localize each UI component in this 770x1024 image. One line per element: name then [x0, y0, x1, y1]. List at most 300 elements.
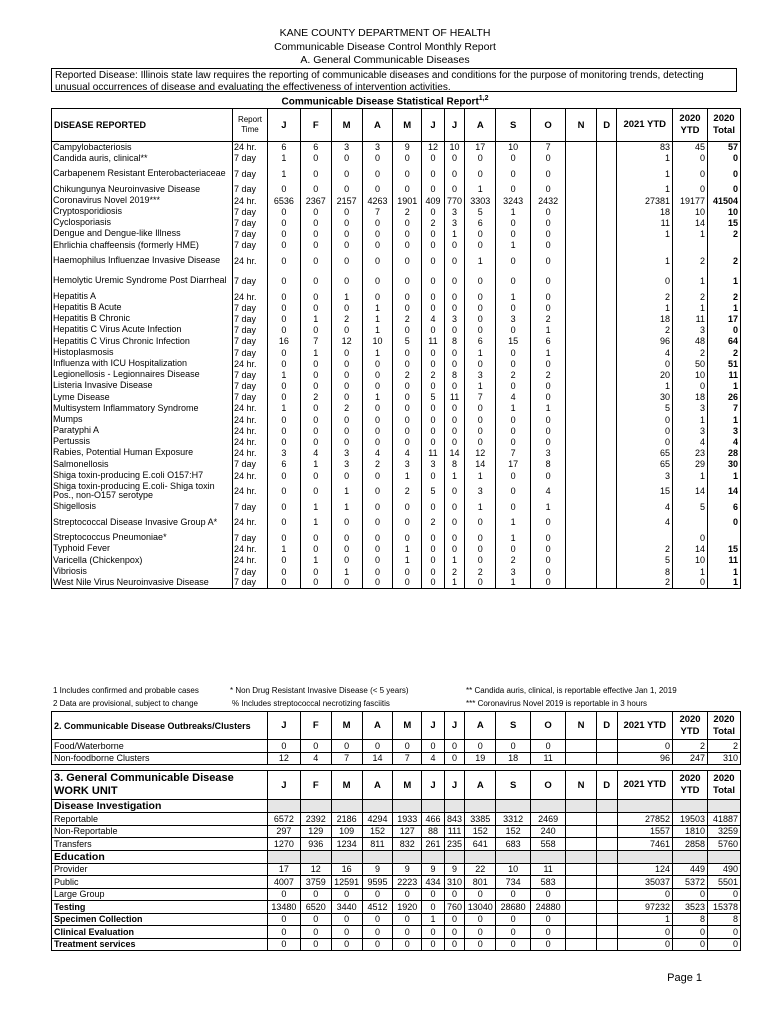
table-header-row [52, 712, 741, 740]
report-name: Communicable Disease Control Monthly Report [274, 40, 496, 53]
disease-name: West Nile Virus Neuroinvasive Disease [52, 577, 233, 588]
disease-row [52, 142, 741, 153]
month-value: 0 [422, 206, 445, 217]
month-value: 0 [267, 532, 300, 543]
month-value: 1 [531, 403, 566, 414]
month-value [566, 164, 597, 184]
col-month: S [496, 109, 531, 142]
month-value [596, 813, 617, 826]
month-value: 0 [331, 555, 362, 566]
month-value: 1 [393, 544, 422, 555]
month-value: 0 [422, 414, 445, 425]
month-value: 0 [444, 752, 465, 765]
month-value: 2223 [393, 876, 422, 889]
month-value: 0 [362, 153, 393, 164]
month-value: 0 [300, 913, 331, 926]
month-value: 0 [393, 381, 422, 392]
month-value: 0 [331, 512, 362, 532]
month-value [566, 358, 597, 369]
ytd-2020-value: 5372 [673, 876, 708, 889]
report-time: 7 day [232, 302, 267, 313]
month-value: 1 [362, 302, 393, 313]
month-value: 0 [444, 251, 465, 271]
month-value: 0 [444, 913, 465, 926]
disease-name: Varicella (Chickenpox) [52, 555, 233, 566]
month-value: 0 [393, 325, 422, 336]
ytd-2021-value: 1 [617, 913, 673, 926]
month-value: 2392 [300, 813, 331, 826]
month-value: 8 [444, 369, 465, 380]
total-2020-value: 2 [707, 740, 740, 753]
month-value [566, 271, 597, 291]
month-value: 0 [267, 414, 300, 425]
month-value [566, 184, 597, 195]
month-value: 3 [393, 459, 422, 470]
month-value: 1 [300, 512, 331, 532]
month-value: 0 [444, 358, 465, 369]
disease-row [52, 555, 741, 566]
report-time: 24 hr. [232, 481, 267, 501]
ytd-2020-value: 14 [673, 544, 708, 555]
month-value: 434 [422, 876, 445, 889]
month-value: 8 [444, 336, 465, 347]
month-value: 1 [496, 577, 531, 588]
month-value [596, 888, 617, 901]
section-fill [617, 850, 673, 863]
month-value: 0 [362, 938, 393, 951]
month-value [596, 336, 617, 347]
disease-table-header [52, 109, 741, 142]
month-value: 0 [331, 913, 362, 926]
disease-row [52, 501, 741, 512]
month-value: 0 [444, 938, 465, 951]
month-value: 0 [331, 544, 362, 555]
ytd-2020-value: 1810 [673, 825, 708, 838]
month-value: 7 [393, 752, 422, 765]
month-value: 0 [393, 938, 422, 951]
month-value: 0 [465, 938, 496, 951]
month-value: 0 [362, 436, 393, 447]
month-value: 0 [393, 251, 422, 271]
month-value: 0 [300, 291, 331, 302]
month-value: 0 [267, 302, 300, 313]
month-value: 0 [267, 926, 300, 939]
month-value: 0 [531, 555, 566, 566]
month-value: 12591 [331, 876, 362, 889]
month-value: 0 [331, 358, 362, 369]
month-value: 3 [465, 369, 496, 380]
ytd-2021-value: 0 [617, 938, 673, 951]
month-value: 11 [531, 863, 566, 876]
ytd-2021-value: 96 [617, 752, 673, 765]
ytd-2020-value: 3523 [673, 901, 708, 914]
month-value: 0 [531, 229, 566, 240]
work-unit-table [51, 770, 741, 951]
ytd-2020-value: 3 [673, 325, 708, 336]
month-value: 0 [496, 381, 531, 392]
month-value: 11 [444, 392, 465, 403]
month-value: 0 [300, 369, 331, 380]
month-value: 0 [393, 347, 422, 358]
month-value: 1 [267, 369, 300, 380]
month-value: 0 [531, 740, 566, 753]
total-2020-value: 6 [707, 501, 740, 512]
month-value: 1 [300, 313, 331, 324]
month-value: 2 [393, 481, 422, 501]
month-value [596, 436, 617, 447]
month-value: 7 [300, 336, 331, 347]
report-time: 7 day [232, 577, 267, 588]
disease-row [52, 392, 741, 403]
ytd-2021-value [617, 240, 673, 251]
table-row [52, 863, 741, 876]
month-value: 5 [465, 206, 496, 217]
month-value: 4294 [362, 813, 393, 826]
month-value: 0 [362, 271, 393, 291]
month-value: 0 [393, 302, 422, 313]
month-value: 1 [444, 555, 465, 566]
month-value: 0 [531, 425, 566, 436]
ytd-2021-value: 11 [617, 217, 673, 228]
month-value: 0 [331, 251, 362, 271]
month-value: 0 [422, 938, 445, 951]
month-value: 0 [362, 532, 393, 543]
ytd-2021-value: 18 [617, 313, 673, 324]
month-value [596, 240, 617, 251]
ytd-2021-value: 0 [617, 271, 673, 291]
month-value: 1 [300, 459, 331, 470]
section-fill [393, 850, 422, 863]
col-month: J [422, 771, 445, 800]
month-value: 13480 [267, 901, 300, 914]
month-value: 0 [496, 544, 531, 555]
month-value: 0 [422, 184, 445, 195]
month-value: 7 [362, 206, 393, 217]
month-value: 0 [331, 217, 362, 228]
month-value: 2 [300, 392, 331, 403]
row-label: Reportable [52, 813, 268, 826]
work-unit-title: 3. General Communicable Disease WORK UNIT [52, 771, 268, 800]
month-value [566, 566, 597, 577]
month-value: 0 [267, 555, 300, 566]
disease-name: Ehrlichia chaffeensis (formerly HME) [52, 240, 233, 251]
month-value [566, 459, 597, 470]
col-month: J [444, 712, 465, 740]
disease-row [52, 566, 741, 577]
report-time: 24 hr. [232, 403, 267, 414]
section-fill [331, 850, 362, 863]
month-value: 0 [267, 512, 300, 532]
month-value: 3 [465, 481, 496, 501]
month-value: 0 [465, 403, 496, 414]
month-value: 0 [465, 926, 496, 939]
month-value: 2 [496, 555, 531, 566]
month-value: 3440 [331, 901, 362, 914]
col-month: M [393, 109, 422, 142]
month-value: 0 [531, 926, 566, 939]
month-value: 0 [362, 544, 393, 555]
disease-row [52, 325, 741, 336]
table-row [52, 888, 741, 901]
table-header-row [52, 771, 741, 800]
report-time: 7 day [232, 206, 267, 217]
total-2020-value: 28 [707, 448, 740, 459]
total-2020-value: 41504 [707, 195, 740, 206]
month-value: 1 [465, 501, 496, 512]
col-month: J [444, 109, 465, 142]
report-time: 7 day [232, 313, 267, 324]
disease-table-body [52, 142, 741, 589]
month-value: 683 [496, 838, 531, 851]
ytd-2020-value: 0 [673, 381, 708, 392]
footnote-6: *** Coronavirus Novel 2019 is reportable in 3 hours [466, 699, 647, 708]
month-value: 0 [267, 313, 300, 324]
month-value: 4 [422, 313, 445, 324]
month-value [566, 403, 597, 414]
month-value: 0 [496, 470, 531, 481]
disease-row [52, 313, 741, 324]
month-value: 0 [465, 358, 496, 369]
month-value [596, 164, 617, 184]
month-value: 0 [267, 481, 300, 501]
month-value: 0 [393, 164, 422, 184]
month-value: 0 [393, 184, 422, 195]
row-label: Non-foodborne Clusters [52, 752, 268, 765]
month-value [596, 347, 617, 358]
month-value [566, 825, 597, 838]
month-value: 1270 [267, 838, 300, 851]
month-value: 152 [465, 825, 496, 838]
month-value: 0 [362, 217, 393, 228]
month-value: 14 [444, 448, 465, 459]
month-value: 0 [267, 240, 300, 251]
month-value: 0 [300, 740, 331, 753]
col-month: F [300, 109, 331, 142]
row-label: Large Group [52, 888, 268, 901]
month-value: 0 [531, 414, 566, 425]
month-value: 409 [422, 195, 445, 206]
month-value: 0 [422, 555, 445, 566]
month-value: 2469 [531, 813, 566, 826]
month-value [596, 217, 617, 228]
ytd-2021-value: 1 [617, 184, 673, 195]
month-value: 0 [267, 358, 300, 369]
month-value: 0 [422, 470, 445, 481]
ytd-2021-value: 2 [617, 544, 673, 555]
month-value [566, 302, 597, 313]
month-value: 0 [465, 425, 496, 436]
month-value: 0 [331, 392, 362, 403]
total-2020-value: 15 [707, 217, 740, 228]
month-value: 0 [496, 271, 531, 291]
disease-name: Influenza with ICU Hospitalization [52, 358, 233, 369]
ytd-2020-value: 23 [673, 448, 708, 459]
month-value: 0 [300, 544, 331, 555]
row-label: Testing [52, 901, 268, 914]
month-value [596, 271, 617, 291]
report-time: 7 day [232, 229, 267, 240]
month-value [596, 358, 617, 369]
month-value: 1 [444, 229, 465, 240]
month-value: 9 [362, 863, 393, 876]
month-value: 0 [465, 229, 496, 240]
month-value [596, 425, 617, 436]
total-2020-value: 1 [707, 271, 740, 291]
ytd-2021-value: 97232 [617, 901, 673, 914]
section-fill [393, 800, 422, 813]
total-2020-value: 51 [707, 358, 740, 369]
month-value: 0 [300, 381, 331, 392]
total-2020-value: 15 [707, 544, 740, 555]
month-value: 0 [331, 164, 362, 184]
month-value: 0 [496, 501, 531, 512]
month-value: 0 [393, 414, 422, 425]
month-value: 0 [362, 291, 393, 302]
ytd-2020-value: 1 [673, 229, 708, 240]
month-value [566, 217, 597, 228]
month-value: 2 [422, 512, 445, 532]
month-value: 0 [444, 164, 465, 184]
month-value: 1 [531, 347, 566, 358]
ytd-2020-value: 2 [673, 291, 708, 302]
month-value: 0 [393, 392, 422, 403]
month-value: 4 [422, 752, 445, 765]
month-value: 0 [531, 938, 566, 951]
month-value: 0 [331, 470, 362, 481]
month-value: 1 [300, 555, 331, 566]
total-2020-value: 0 [707, 184, 740, 195]
month-value: 0 [267, 938, 300, 951]
section-education: Education [52, 850, 268, 863]
ytd-2021-value: 5 [617, 555, 673, 566]
footnote-3: * Non Drug Resistant Invasive Disease (< 5 years) [230, 686, 409, 695]
report-time: 7 day [232, 459, 267, 470]
ytd-2021-value: 0 [617, 425, 673, 436]
disease-row [52, 512, 741, 532]
month-value [566, 512, 597, 532]
month-value: 0 [422, 901, 445, 914]
month-value: 5 [393, 336, 422, 347]
month-value: 0 [393, 271, 422, 291]
month-value: 8 [531, 459, 566, 470]
report-time: 24 hr. [232, 195, 267, 206]
ytd-2020-value: 11 [673, 313, 708, 324]
table-row [52, 913, 741, 926]
month-value: 9 [393, 142, 422, 153]
disease-row [52, 347, 741, 358]
month-value: 0 [331, 240, 362, 251]
month-value [596, 142, 617, 153]
month-value: 0 [422, 240, 445, 251]
month-value [566, 813, 597, 826]
month-value: 0 [331, 369, 362, 380]
month-value: 88 [422, 825, 445, 838]
month-value: 24880 [531, 901, 566, 914]
month-value [566, 381, 597, 392]
report-time: 7 day [232, 532, 267, 543]
disease-row [52, 251, 741, 271]
col-month: M [331, 109, 362, 142]
month-value: 0 [496, 414, 531, 425]
col-total-2020: 2020 Total [707, 109, 740, 142]
month-value [566, 229, 597, 240]
month-value: 1 [267, 544, 300, 555]
month-value [596, 448, 617, 459]
month-value: 16 [267, 336, 300, 347]
month-value: 0 [300, 938, 331, 951]
month-value: 0 [267, 206, 300, 217]
month-value: 1920 [393, 901, 422, 914]
ytd-2020-value: 247 [673, 752, 708, 765]
month-value: 0 [531, 566, 566, 577]
month-value: 0 [393, 532, 422, 543]
total-2020-value: 0 [707, 153, 740, 164]
month-value: 4 [393, 448, 422, 459]
total-2020-value: 1 [707, 302, 740, 313]
month-value: 1 [267, 164, 300, 184]
month-value [566, 501, 597, 512]
month-value: 0 [496, 740, 531, 753]
section-fill [444, 850, 465, 863]
month-value: 0 [531, 381, 566, 392]
report-time: 7 day [232, 271, 267, 291]
ytd-2021-value: 2 [617, 291, 673, 302]
ytd-2021-value: 0 [617, 358, 673, 369]
disease-name: Hepatitis C Virus Chronic Infection [52, 336, 233, 347]
month-value: 0 [531, 913, 566, 926]
month-value [596, 577, 617, 588]
section-fill [422, 850, 445, 863]
report-time: 24 hr. [232, 544, 267, 555]
month-value: 0 [267, 577, 300, 588]
month-value: 3303 [465, 195, 496, 206]
ytd-2020-value: 2 [673, 347, 708, 358]
month-value: 0 [331, 436, 362, 447]
col-month: J [422, 712, 445, 740]
month-value: 0 [300, 470, 331, 481]
disease-name: Hepatitis A [52, 291, 233, 302]
ytd-2020-value: 0 [673, 888, 708, 901]
month-value: 2432 [531, 195, 566, 206]
month-value [566, 195, 597, 206]
month-value: 4263 [362, 195, 393, 206]
month-value: 0 [331, 302, 362, 313]
col-month: S [496, 771, 531, 800]
month-value [566, 863, 597, 876]
month-value: 0 [465, 240, 496, 251]
month-value: 4 [531, 481, 566, 501]
col-month: M [393, 771, 422, 800]
total-2020-value: 0 [707, 512, 740, 532]
report-time: 24 hr. [232, 142, 267, 153]
month-value: 11 [531, 752, 566, 765]
month-value: 0 [331, 206, 362, 217]
month-value: 0 [422, 926, 445, 939]
ytd-2021-value: 27852 [617, 813, 673, 826]
month-value [566, 142, 597, 153]
month-value: 1 [496, 403, 531, 414]
month-value: 1 [300, 501, 331, 512]
agency-name: KANE COUNTY DEPARTMENT OF HEALTH [279, 27, 491, 39]
month-value: 0 [422, 251, 445, 271]
month-value: 3759 [300, 876, 331, 889]
month-value [566, 888, 597, 901]
month-value: 3 [496, 566, 531, 577]
section-fill [444, 800, 465, 813]
month-value: 0 [267, 888, 300, 901]
month-value: 0 [300, 358, 331, 369]
ytd-2021-value: 1 [617, 153, 673, 164]
